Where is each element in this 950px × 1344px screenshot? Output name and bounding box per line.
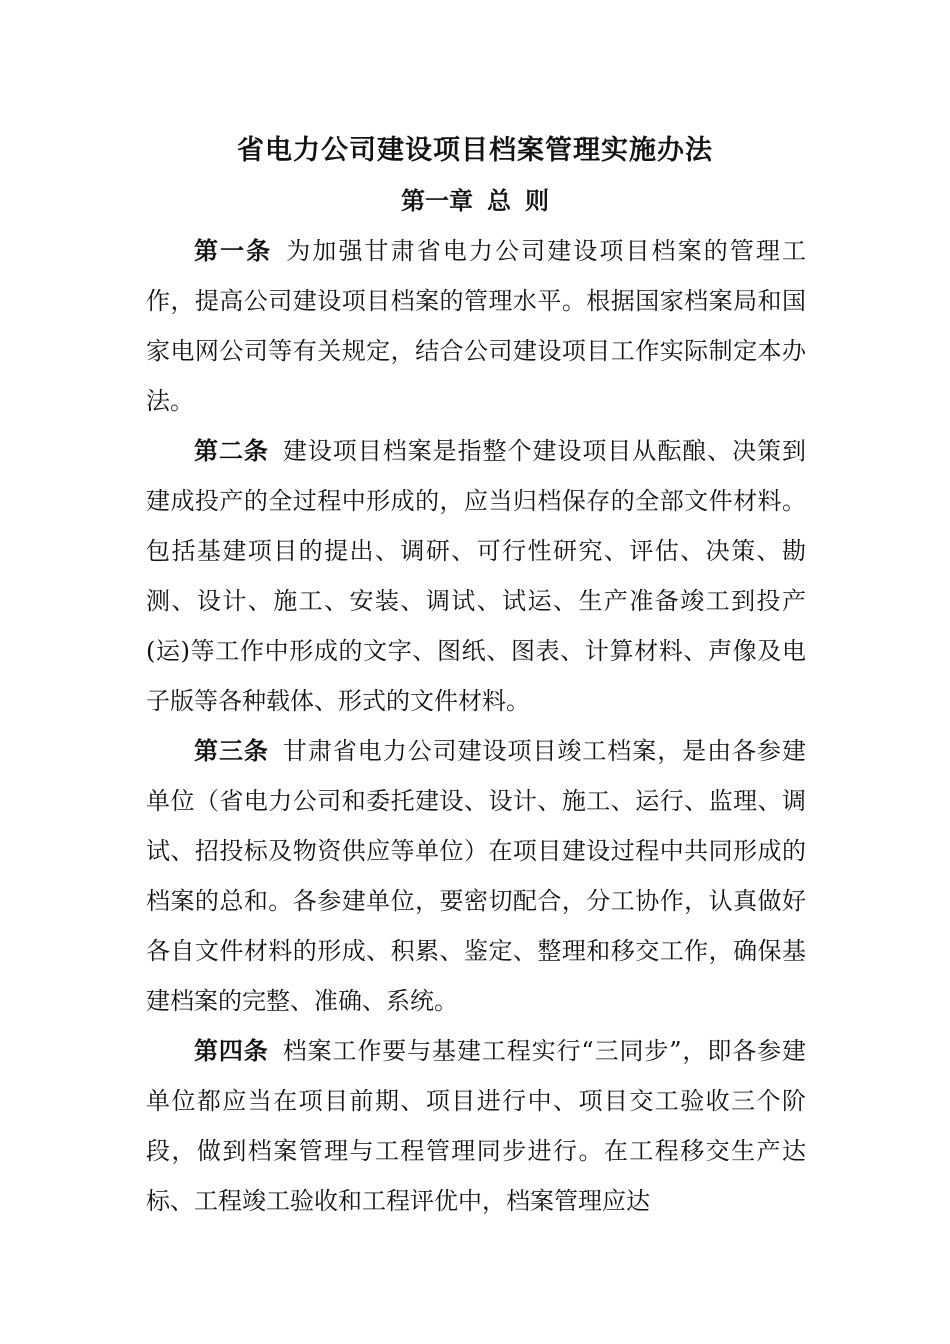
article-text: 建设项目档案是指整个建设项目从酝酿、决策到建成投产的全过程中形成的，应当归档保存的全部文件材料。包括基建项目的提出、调研、可行性研究、评估、决策、勘测、设计、施工、安装、调试、试运、生产准备竣工到投产(运)等工作中形成的文字、图纸、图表、计算材料、声像及电子版等各种载体、形式的文件材料。 bbox=[146, 437, 807, 715]
article-4 bbox=[146, 1026, 806, 1226]
article-label: 第一条 bbox=[194, 236, 273, 265]
article-3 bbox=[146, 726, 806, 1026]
article-1 bbox=[146, 226, 806, 426]
document-body bbox=[146, 226, 806, 1226]
chapter-name-part2: 则 bbox=[525, 186, 549, 215]
article-label: 第二条 bbox=[194, 436, 269, 465]
article-text: 甘肃省电力公司建设项目竣工档案，是由各参建单位（省电力公司和委托建设、设计、施工、运行、监理、调试、招投标及物资供应等单位）在项目建设过程中共同形成的档案的总和。各参建单位，要密切配合，分工协作，认真做好各自文件材料的形成、积累、鉴定、整理和移交工作，确保基建档案的完整、准确、系统。 bbox=[146, 737, 807, 1015]
article-label: 第四条 bbox=[194, 1036, 269, 1065]
article-2 bbox=[146, 426, 806, 726]
chapter-heading bbox=[0, 180, 950, 222]
chapter-name-part1: 总 bbox=[487, 186, 511, 215]
document-title: 省电力公司建设项目档案管理实施办法 bbox=[237, 135, 713, 166]
article-label: 第三条 bbox=[194, 736, 269, 765]
chapter-number: 第一章 bbox=[401, 186, 473, 215]
article-text: 为加强甘肃省电力公司建设项目档案的管理工作，提高公司建设项目档案的管理水平。根据国家档案局和国家电网公司等有关规定，结合公司建设项目工作实际制定本办法。 bbox=[146, 237, 807, 415]
article-text: 档案工作要与基建工程实行“三同步”，即各参建单位都应当在项目前期、项目进行中、项目交工验收三个阶段，做到档案管理与工程管理同步进行。在工程移交生产达标、工程竣工验收和工程评优中，档案管理应达 bbox=[146, 1037, 806, 1215]
